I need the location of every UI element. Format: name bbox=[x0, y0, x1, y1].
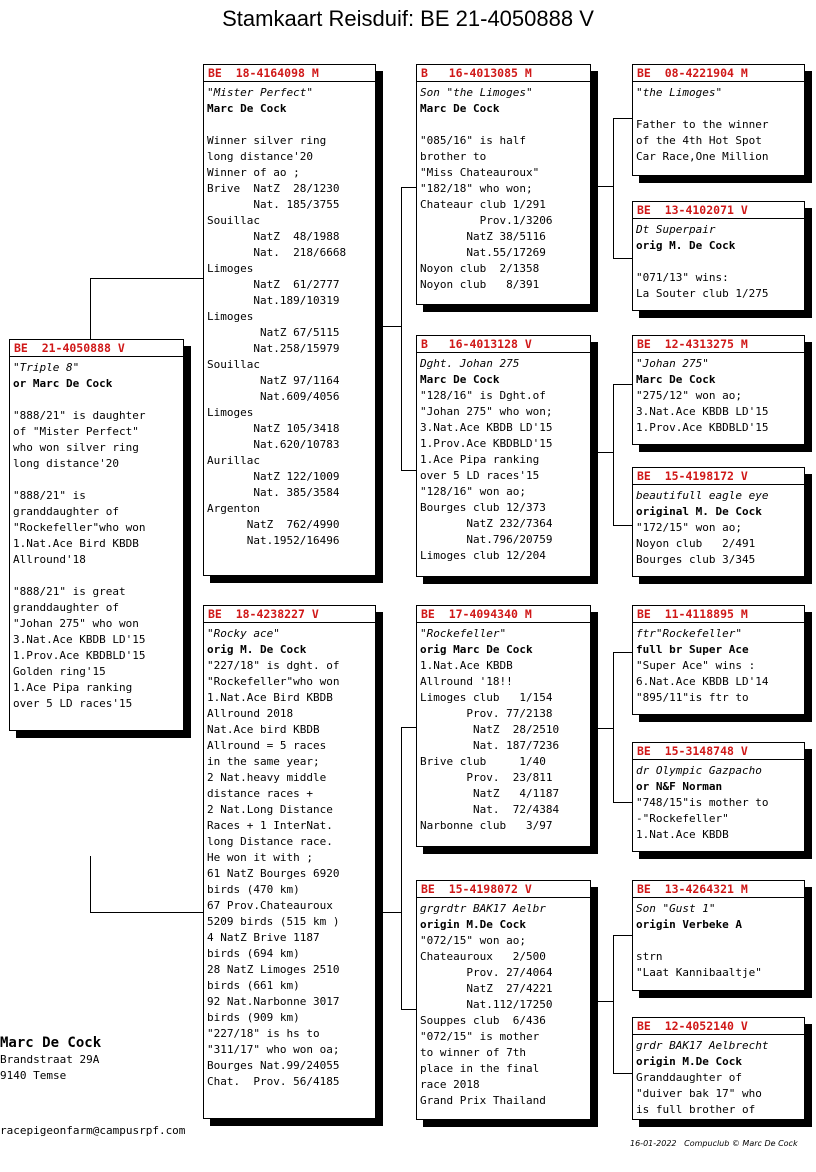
ring-number: BE 18-4164098 M bbox=[204, 65, 375, 82]
pigeon-note-line: "Miss Chateauroux" bbox=[420, 166, 540, 179]
pigeon-name: "Mister Perfect" bbox=[207, 86, 313, 99]
pigeon-note-line: Chateaur club 1/291 bbox=[420, 198, 546, 211]
pigeon-note-line: NatZ 4/1187 bbox=[420, 787, 560, 800]
pigeon-note-line: distance races + bbox=[207, 787, 313, 800]
ring-number: BE 21-4050888 V bbox=[10, 340, 183, 357]
pigeon-note-line: Golden ring'15 bbox=[13, 665, 106, 678]
pigeon-note-line: 1.Nat.Ace Bird KBDB bbox=[13, 537, 139, 550]
pigeon-note-line bbox=[636, 933, 801, 949]
connector-mf-parents bbox=[591, 728, 613, 729]
pigeon-note-line: Marc De Cock bbox=[636, 373, 716, 386]
pigeon-note-line: NatZ 232/7364 bbox=[420, 517, 553, 530]
connector-mm-bracket bbox=[613, 935, 634, 1074]
footer bbox=[630, 1139, 798, 1148]
pigeon-note-line: "888/21" is bbox=[13, 489, 86, 502]
pigeon-notes bbox=[633, 760, 804, 843]
pigeon-note-line: of the 4th Hot Spot bbox=[636, 134, 762, 147]
pigeon-note-line: Chateauroux 2/500 bbox=[420, 950, 546, 963]
pigeon-notes bbox=[417, 353, 590, 564]
connector-fm-parents bbox=[591, 452, 613, 453]
pigeon-note-line: Nat.55/17269 bbox=[420, 246, 546, 259]
pigeon-note-line: 1.Prov.Ace KBDBLD'15 bbox=[13, 649, 146, 662]
pigeon-note-line: place in the final bbox=[420, 1062, 540, 1075]
pigeon-note-line: NatZ 67/5115 bbox=[207, 326, 340, 339]
pigeon-note-line: NatZ 28/2510 bbox=[420, 723, 560, 736]
pigeon-name: "Triple 8" bbox=[13, 361, 80, 374]
pigeon-note-line: Limoges bbox=[207, 262, 254, 275]
pigeon-card-mfm bbox=[632, 742, 805, 852]
breeder-name: Marc De Cock bbox=[0, 1035, 102, 1051]
pigeon-note-line: "Johan 275" who won; bbox=[420, 405, 553, 418]
pigeon-note-line: Nat. 218/6668 bbox=[207, 246, 347, 259]
pigeon-note-line: birds (470 km) bbox=[207, 883, 300, 896]
pigeon-note-line: "275/12" won ao; bbox=[636, 389, 742, 402]
footer-date: 16-01-2022 bbox=[630, 1139, 677, 1148]
pigeon-note-line: "Rockefeller"who won bbox=[207, 675, 340, 688]
pigeon-note-line: 1.Nat.Ace Bird KBDB bbox=[207, 691, 333, 704]
pigeon-note-line: long distance'20 bbox=[13, 457, 119, 470]
pigeon-note-line: Marc De Cock bbox=[420, 102, 500, 115]
pigeon-note-line: NatZ 122/1009 bbox=[207, 470, 340, 483]
pigeon-note-line: 3.Nat.Ace KBDB LD'15 bbox=[420, 421, 553, 434]
pigeon-note-line: "085/16" is half bbox=[420, 134, 526, 147]
pigeon-note-line: 92 Nat.Narbonne 3017 bbox=[207, 995, 340, 1008]
ring-number: BE 15-4198172 V bbox=[633, 468, 804, 485]
pigeon-note-line: NatZ 27/4221 bbox=[420, 982, 553, 995]
pigeon-card-ffm bbox=[632, 201, 805, 311]
pigeon-note-line: Prov. 77/2138 bbox=[420, 707, 553, 720]
connector-mf-bracket bbox=[613, 652, 634, 803]
pigeon-notes bbox=[417, 898, 590, 1109]
pigeon-note-line: Allround 2018 bbox=[207, 707, 294, 720]
pigeon-note-line: Nat. 385/3584 bbox=[207, 486, 340, 499]
pigeon-note-line: over 5 LD races'15 bbox=[13, 697, 133, 710]
pigeon-note-line: "748/15"is mother to bbox=[636, 796, 769, 809]
pigeon-note-line: "duiver bak 17" who bbox=[636, 1087, 762, 1100]
pigeon-note-line: full br Super Ace bbox=[636, 643, 749, 656]
pigeon-note-line: Nat.Ace bird KBDB bbox=[207, 723, 320, 736]
pigeon-note-line: Nat.620/10783 bbox=[207, 438, 340, 451]
pigeon-note-line: brother to bbox=[420, 150, 487, 163]
pigeon-note-line: Chat. Prov. 56/4185 bbox=[207, 1075, 340, 1088]
pigeon-note-line: Grand Prix Thailand bbox=[420, 1094, 546, 1107]
pigeon-note-line: "Johan 275" who won bbox=[13, 617, 139, 630]
pigeon-note-line: of "Mister Perfect" bbox=[13, 425, 139, 438]
pigeon-name: Dght. Johan 275 bbox=[420, 357, 520, 370]
pigeon-name: "Rocky ace" bbox=[207, 627, 280, 640]
pigeon-note-line: "128/16" won ao; bbox=[420, 485, 526, 498]
pigeon-note-line: 3.Nat.Ace KBDB LD'15 bbox=[13, 633, 146, 646]
pigeon-note-line: "Rockefeller"who won bbox=[13, 521, 146, 534]
pigeon-note-line: birds (661 km) bbox=[207, 979, 300, 992]
pigeon-note-line: origin Verbeke A bbox=[636, 918, 742, 931]
breeder-info bbox=[0, 1034, 101, 1084]
pigeon-note-line: "172/15" won ao; bbox=[636, 521, 742, 534]
connector-subject-father bbox=[90, 278, 205, 341]
pigeon-note-line: Marc De Cock bbox=[420, 373, 500, 386]
ring-number: BE 13-4102071 V bbox=[633, 202, 804, 219]
connector-fm-bracket bbox=[613, 384, 634, 526]
pigeon-note-line: "072/15" won ao; bbox=[420, 934, 526, 947]
pigeon-note-line: Prov. 27/4064 bbox=[420, 966, 553, 979]
pigeon-card-mother bbox=[203, 605, 376, 1119]
ring-number: B 16-4013085 M bbox=[417, 65, 590, 82]
pigeon-note-line: Prov. 23/811 bbox=[420, 771, 553, 784]
pigeon-name: Dt Superpair bbox=[636, 223, 716, 236]
pigeon-card-mf bbox=[416, 605, 591, 847]
pigeon-note-line: orig Marc De Cock bbox=[420, 643, 533, 656]
pigeon-note-line: Souillac bbox=[207, 358, 260, 371]
pigeon-note-line: birds (694 km) bbox=[207, 947, 300, 960]
pigeon-note-line: Nat.796/20759 bbox=[420, 533, 553, 546]
ring-number: BE 12-4313275 M bbox=[633, 336, 804, 353]
pigeon-note-line: "128/16" is Dght.of bbox=[420, 389, 546, 402]
pigeon-note-line: 67 Prov.Chateauroux bbox=[207, 899, 333, 912]
pigeon-note-line: Bourges club 3/345 bbox=[636, 553, 756, 566]
pigeon-note-line: Allround'18 bbox=[13, 553, 86, 566]
pigeon-note-line: "Laat Kannibaaltje" bbox=[636, 966, 762, 979]
pigeon-note-line: Nat. 185/3755 bbox=[207, 198, 340, 211]
pigeon-note-line: granddaughter of bbox=[13, 601, 119, 614]
pigeon-note-line: 2 Nat.heavy middle bbox=[207, 771, 327, 784]
pigeon-note-line: La Souter club 1/275 bbox=[636, 287, 769, 300]
pigeon-note-line: 1.Prov.Ace KBDBLD'15 bbox=[636, 421, 769, 434]
pigeon-notes bbox=[633, 353, 804, 436]
breeder-email[interactable]: racepigeonfarm@campusrpf.com bbox=[0, 1124, 186, 1137]
pigeon-note-line bbox=[13, 568, 180, 584]
connector-mother-parents bbox=[376, 912, 401, 913]
pigeon-card-fmm bbox=[632, 467, 805, 577]
pigeon-card-mm bbox=[416, 880, 591, 1120]
pigeon-note-line bbox=[13, 392, 180, 408]
pigeon-name: grdr BAK17 Aelbrecht bbox=[636, 1039, 769, 1052]
pigeon-note-line: Brive club 1/40 bbox=[420, 755, 546, 768]
pigeon-note-line: 4 NatZ Brive 1187 bbox=[207, 931, 320, 944]
pigeon-note-line: Brive NatZ 28/1230 bbox=[207, 182, 340, 195]
pigeon-note-line: 6.Nat.Ace KBDB LD'14 bbox=[636, 675, 769, 688]
pigeon-note-line: "888/21" is great bbox=[13, 585, 126, 598]
pigeon-note-line: Narbonne club 3/97 bbox=[420, 819, 553, 832]
pigeon-note-line: in the same year; bbox=[207, 755, 320, 768]
pigeon-note-line: is full brother of bbox=[636, 1103, 756, 1116]
pigeon-note-line: Nat.189/10319 bbox=[207, 294, 340, 307]
pigeon-note-line: Bourges Nat.99/24055 bbox=[207, 1059, 340, 1072]
pigeon-note-line: strn bbox=[636, 950, 663, 963]
pigeon-note-line bbox=[207, 117, 372, 133]
pigeon-notes bbox=[633, 898, 804, 981]
pigeon-card-fm bbox=[416, 335, 591, 577]
pigeon-name: "the Limoges" bbox=[636, 86, 723, 99]
pigeon-note-line: NatZ 105/3418 bbox=[207, 422, 340, 435]
pigeon-note-line: "Super Ace" wins : bbox=[636, 659, 756, 672]
ring-number: BE 15-3148748 V bbox=[633, 743, 804, 760]
pigeon-note-line: Winner silver ring bbox=[207, 134, 327, 147]
pigeon-note-line: "895/11"is ftr to bbox=[636, 691, 749, 704]
pigeon-notes bbox=[633, 485, 804, 568]
pigeon-note-line: 28 NatZ Limoges 2510 bbox=[207, 963, 340, 976]
pigeon-notes bbox=[417, 82, 590, 293]
pigeon-name: dr Olympic Gazpacho bbox=[636, 764, 762, 777]
pigeon-note-line: Prov.1/3206 bbox=[420, 214, 553, 227]
pigeon-note-line: Allround '18!! bbox=[420, 675, 513, 688]
ring-number: BE 12-4052140 V bbox=[633, 1018, 804, 1035]
pigeon-note-line bbox=[420, 117, 587, 133]
pigeon-name: "Johan 275" bbox=[636, 357, 709, 370]
pigeon-note-line: 61 NatZ Bourges 6920 bbox=[207, 867, 340, 880]
pigeon-note-line: original M. De Cock bbox=[636, 505, 762, 518]
pigeon-notes bbox=[417, 623, 590, 834]
pigeon-note-line: "311/17" who won oa; bbox=[207, 1043, 340, 1056]
pigeon-note-line: Limoges club 12/204 bbox=[420, 549, 546, 562]
pigeon-note-line: Bourges club 12/373 bbox=[420, 501, 546, 514]
connector-father-parents bbox=[376, 326, 401, 327]
ring-number: BE 17-4094340 M bbox=[417, 606, 590, 623]
pigeon-note-line: or Marc De Cock bbox=[13, 377, 113, 390]
pigeon-note-line: Noyon club 2/1358 bbox=[420, 262, 540, 275]
ring-number: BE 11-4118895 M bbox=[633, 606, 804, 623]
pigeon-note-line: NatZ 48/1988 bbox=[207, 230, 340, 243]
pigeon-note-line: Aurillac bbox=[207, 454, 260, 467]
pigeon-note-line: Winner of ao ; bbox=[207, 166, 300, 179]
pigeon-card-fff bbox=[632, 64, 805, 176]
pigeon-note-line: Limoges club 1/154 bbox=[420, 691, 553, 704]
pigeon-card-mff bbox=[632, 605, 805, 715]
pigeon-card-father bbox=[203, 64, 376, 576]
pigeon-note-line: Limoges bbox=[207, 406, 254, 419]
connector-ff-bracket bbox=[613, 118, 634, 259]
pigeon-note-line: origin M.De Cock bbox=[420, 918, 526, 931]
pigeon-card-subject bbox=[9, 339, 184, 731]
pigeon-note-line: Allround = 5 races bbox=[207, 739, 327, 752]
pigeon-note-line: Noyon club 2/491 bbox=[636, 537, 756, 550]
pigeon-note-line: Nat. 187/7236 bbox=[420, 739, 560, 752]
pigeon-note-line: long Distance race. bbox=[207, 835, 333, 848]
pigeon-note-line: origin M.De Cock bbox=[636, 1055, 742, 1068]
pigeon-note-line: Nat.1952/16496 bbox=[207, 534, 340, 547]
ring-number: BE 18-4238227 V bbox=[204, 606, 375, 623]
pigeon-note-line: Nat.609/4056 bbox=[207, 390, 340, 403]
pigeon-notes bbox=[633, 82, 804, 165]
pigeon-notes bbox=[633, 1035, 804, 1118]
ring-number: B 16-4013128 V bbox=[417, 336, 590, 353]
pigeon-note-line: race 2018 bbox=[420, 1078, 480, 1091]
pigeon-note-line: orig M. De Cock bbox=[636, 239, 736, 252]
pigeon-note-line: Granddaughter of bbox=[636, 1071, 742, 1084]
pigeon-note-line: "227/18" is dght. of bbox=[207, 659, 340, 672]
pigeon-note-line: 1.Ace Pipa ranking bbox=[420, 453, 540, 466]
pigeon-card-fmf bbox=[632, 335, 805, 445]
pigeon-note-line: Nat.258/15979 bbox=[207, 342, 340, 355]
pigeon-card-mmm bbox=[632, 1017, 805, 1120]
pigeon-name: "Rockefeller" bbox=[420, 627, 507, 640]
pigeon-note-line: 1.Prov.Ace KBDBLD'15 bbox=[420, 437, 553, 450]
pigeon-note-line: Father to the winner bbox=[636, 118, 769, 131]
pigeon-note-line: 5209 birds (515 km ) bbox=[207, 915, 340, 928]
pigeon-note-line: "071/13" wins: bbox=[636, 271, 729, 284]
pigeon-note-line: Noyon club 8/391 bbox=[420, 278, 540, 291]
connector-subject-mother bbox=[90, 856, 205, 913]
pigeon-note-line: 1.Nat.Ace KBDB bbox=[636, 828, 729, 841]
pigeon-card-ff bbox=[416, 64, 591, 305]
pigeon-note-line: "072/15" is mother bbox=[420, 1030, 540, 1043]
pigeon-note-line: 1.Ace Pipa ranking bbox=[13, 681, 133, 694]
pigeon-notes bbox=[633, 623, 804, 706]
pigeon-note-line: NatZ 38/5116 bbox=[420, 230, 546, 243]
pigeon-note-line: Souillac bbox=[207, 214, 260, 227]
pigeon-note-line: Car Race,One Million bbox=[636, 150, 769, 163]
ring-number: BE 13-4264321 M bbox=[633, 881, 804, 898]
pigeon-note-line: NatZ 97/1164 bbox=[207, 374, 340, 387]
ring-number: BE 15-4198072 V bbox=[417, 881, 590, 898]
pigeon-note-line: "227/18" is hs to bbox=[207, 1027, 320, 1040]
pigeon-note-line bbox=[636, 101, 801, 117]
pigeon-note-line: -"Rockefeller" bbox=[636, 812, 729, 825]
pigeon-note-line bbox=[636, 254, 801, 270]
pigeon-name: grgrdtr BAK17 Aelbr bbox=[420, 902, 546, 915]
pigeon-notes bbox=[633, 219, 804, 302]
pigeon-note-line: Souppes club 6/436 bbox=[420, 1014, 546, 1027]
pigeon-note-line: 1.Nat.Ace KBDB bbox=[420, 659, 513, 672]
pigeon-note-line: "888/21" is daughter bbox=[13, 409, 146, 422]
pigeon-note-line: He won it with ; bbox=[207, 851, 313, 864]
breeder-city: 9140 Temse bbox=[0, 1069, 67, 1082]
pigeon-note-line: Races + 1 InterNat. bbox=[207, 819, 333, 832]
pigeon-note-line: NatZ 762/4990 bbox=[207, 518, 340, 531]
pigeon-name: Son "Gust 1" bbox=[636, 902, 716, 915]
pigeon-note-line: Nat. 72/4384 bbox=[420, 803, 560, 816]
connector-ff-parents bbox=[591, 186, 613, 187]
ring-number: BE 08-4221904 M bbox=[633, 65, 804, 82]
pigeon-note-line: long distance'20 bbox=[207, 150, 313, 163]
pigeon-note-line: orig M. De Cock bbox=[207, 643, 307, 656]
page-title: Stamkaart Reisduif: BE 21-4050888 V bbox=[222, 6, 594, 31]
pigeon-note-line: Nat.112/17250 bbox=[420, 998, 553, 1011]
pigeon-note-line: or N&F Norman bbox=[636, 780, 723, 793]
pigeon-notes bbox=[10, 357, 183, 712]
pigeon-note-line: "182/18" who won; bbox=[420, 182, 533, 195]
pigeon-card-mmf bbox=[632, 880, 805, 991]
pigeon-notes bbox=[204, 82, 375, 549]
pigeon-note-line: granddaughter of bbox=[13, 505, 119, 518]
pigeon-note-line bbox=[13, 472, 180, 488]
connector-mm-parents bbox=[591, 1001, 613, 1002]
pigeon-name: beautifull eagle eye bbox=[636, 489, 769, 502]
pigeon-note-line: NatZ 61/2777 bbox=[207, 278, 340, 291]
pigeon-note-line: 2 Nat.Long Distance bbox=[207, 803, 333, 816]
pigeon-notes bbox=[204, 623, 375, 1090]
pigeon-note-line: Limoges bbox=[207, 310, 254, 323]
pigeon-note-line: over 5 LD races'15 bbox=[420, 469, 540, 482]
pigeon-note-line: birds (909 km) bbox=[207, 1011, 300, 1024]
footer-credit: Compuclub © Marc De Cock bbox=[684, 1139, 798, 1148]
pigeon-note-line: who won silver ring bbox=[13, 441, 139, 454]
pigeon-name: ftr"Rockefeller" bbox=[636, 627, 742, 640]
pigeon-note-line: to winner of 7th bbox=[420, 1046, 526, 1059]
pigeon-note-line: 3.Nat.Ace KBDB LD'15 bbox=[636, 405, 769, 418]
pigeon-note-line: Marc De Cock bbox=[207, 102, 287, 115]
pigeon-note-line: Argenton bbox=[207, 502, 260, 515]
pigeon-name: Son "the Limoges" bbox=[420, 86, 533, 99]
breeder-street: Brandstraat 29A bbox=[0, 1053, 100, 1066]
